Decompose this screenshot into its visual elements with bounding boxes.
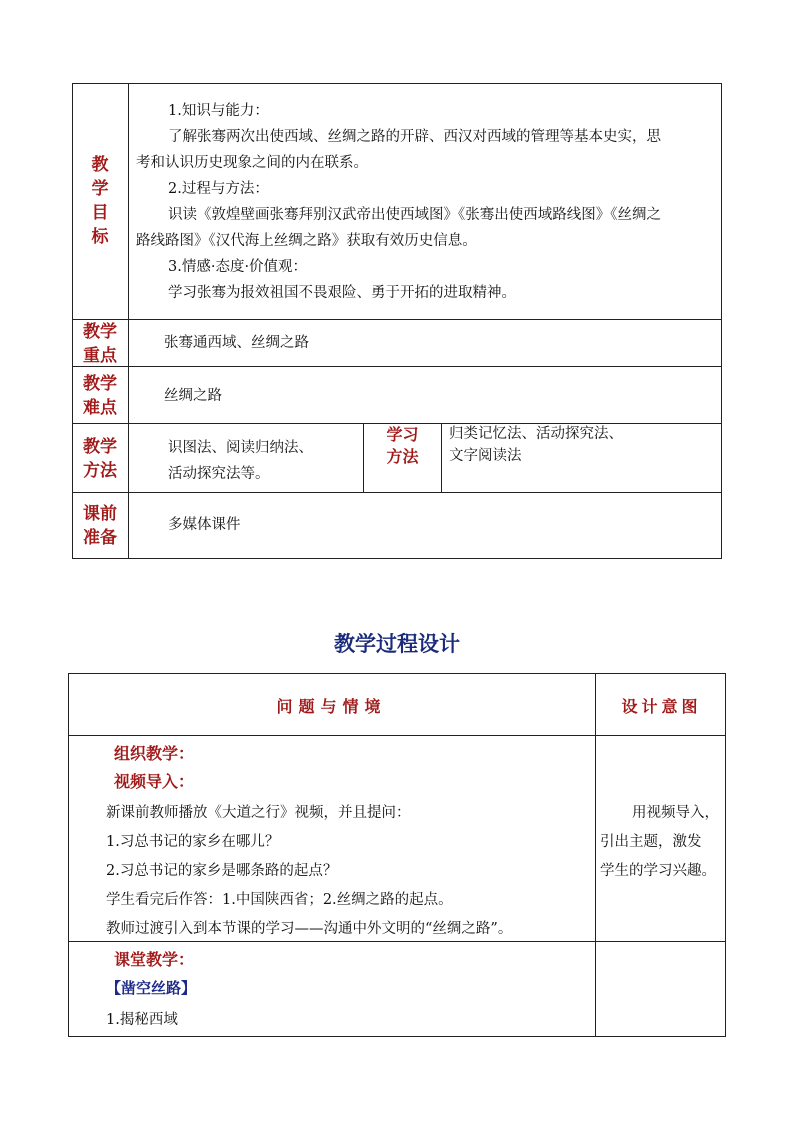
intro-line: 学生看完后作答：1.中国陕西省；2.丝绸之路的起点。 — [106, 892, 453, 908]
key-points-text: 张骞通西域、丝绸之路 — [164, 335, 309, 351]
difficulties-text: 丝绸之路 — [164, 388, 222, 404]
difficulties-label: 教学 难点 — [83, 374, 117, 418]
class-teaching-heading: 课堂教学： — [114, 950, 195, 969]
explore-western-regions-item: 1.揭秘西域 — [106, 1012, 178, 1028]
intro-content — [106, 799, 512, 944]
problem-context-header: 问题与情境 — [276, 697, 387, 716]
intro-line: 1.习总书记的家乡在哪儿？ — [106, 834, 280, 850]
learning-methods-text: 归类记忆法、活动探究法、 文字阅读法 — [449, 426, 623, 464]
objectives-label: 教 学 目 标 — [91, 155, 109, 247]
design-intent-header: 设计意图 — [621, 697, 702, 716]
objective-line: 考和认识历史现象之间的内在联系。 — [136, 155, 368, 171]
intro-line: 2.习总书记的家乡是哪条路的起点？ — [106, 863, 338, 879]
objective-line: 路线路图》《汉代海上丝绸之路》获取有效历史信息。 — [136, 233, 477, 249]
preparation-label: 课前 准备 — [83, 504, 117, 548]
objective-line: 识读《敦煌壁画张骞拜别汉武帝出使西域图》《张骞出使西域路线图》《丝绸之 — [168, 207, 661, 223]
video-intro-heading: 视频导入： — [114, 772, 195, 791]
objective-line: 1.知识与能力： — [168, 103, 269, 119]
intro-intent: 用视频导入， 引出主题，激发 学生的学习兴趣。 — [600, 805, 719, 879]
objective-line: 了解张骞两次出使西域、丝绸之路的开辟、西汉对西域的管理等基本史实，思 — [168, 129, 661, 145]
learning-methods-label: 学习 方法 — [386, 425, 419, 466]
organize-teaching-heading: 组织教学： — [114, 744, 195, 763]
methods-label: 教学 方法 — [83, 437, 117, 481]
intro-line: 新课前教师播放《大道之行》视频，并且提问： — [106, 805, 411, 821]
preparation-text: 多媒体课件 — [168, 517, 241, 533]
silk-road-sub-heading: 【凿空丝路】 — [106, 979, 197, 997]
objective-line: 2.过程与方法： — [168, 181, 269, 197]
objective-line: 学习张骞为报效祖国不畏艰险、勇于开拓的进取精神。 — [168, 285, 516, 301]
objective-line: 3.情感·态度·价值观： — [168, 259, 308, 275]
key-points-label: 教学 重点 — [83, 322, 117, 366]
teaching-methods-text: 识图法、阅读归纳法、 活动探究法等。 — [168, 440, 313, 482]
objectives-content — [136, 98, 661, 306]
process-title: 教学过程设计 — [334, 632, 460, 656]
intro-line: 教师过渡引入到本节课的学习——沟通中外文明的“丝绸之路”。 — [106, 921, 513, 937]
